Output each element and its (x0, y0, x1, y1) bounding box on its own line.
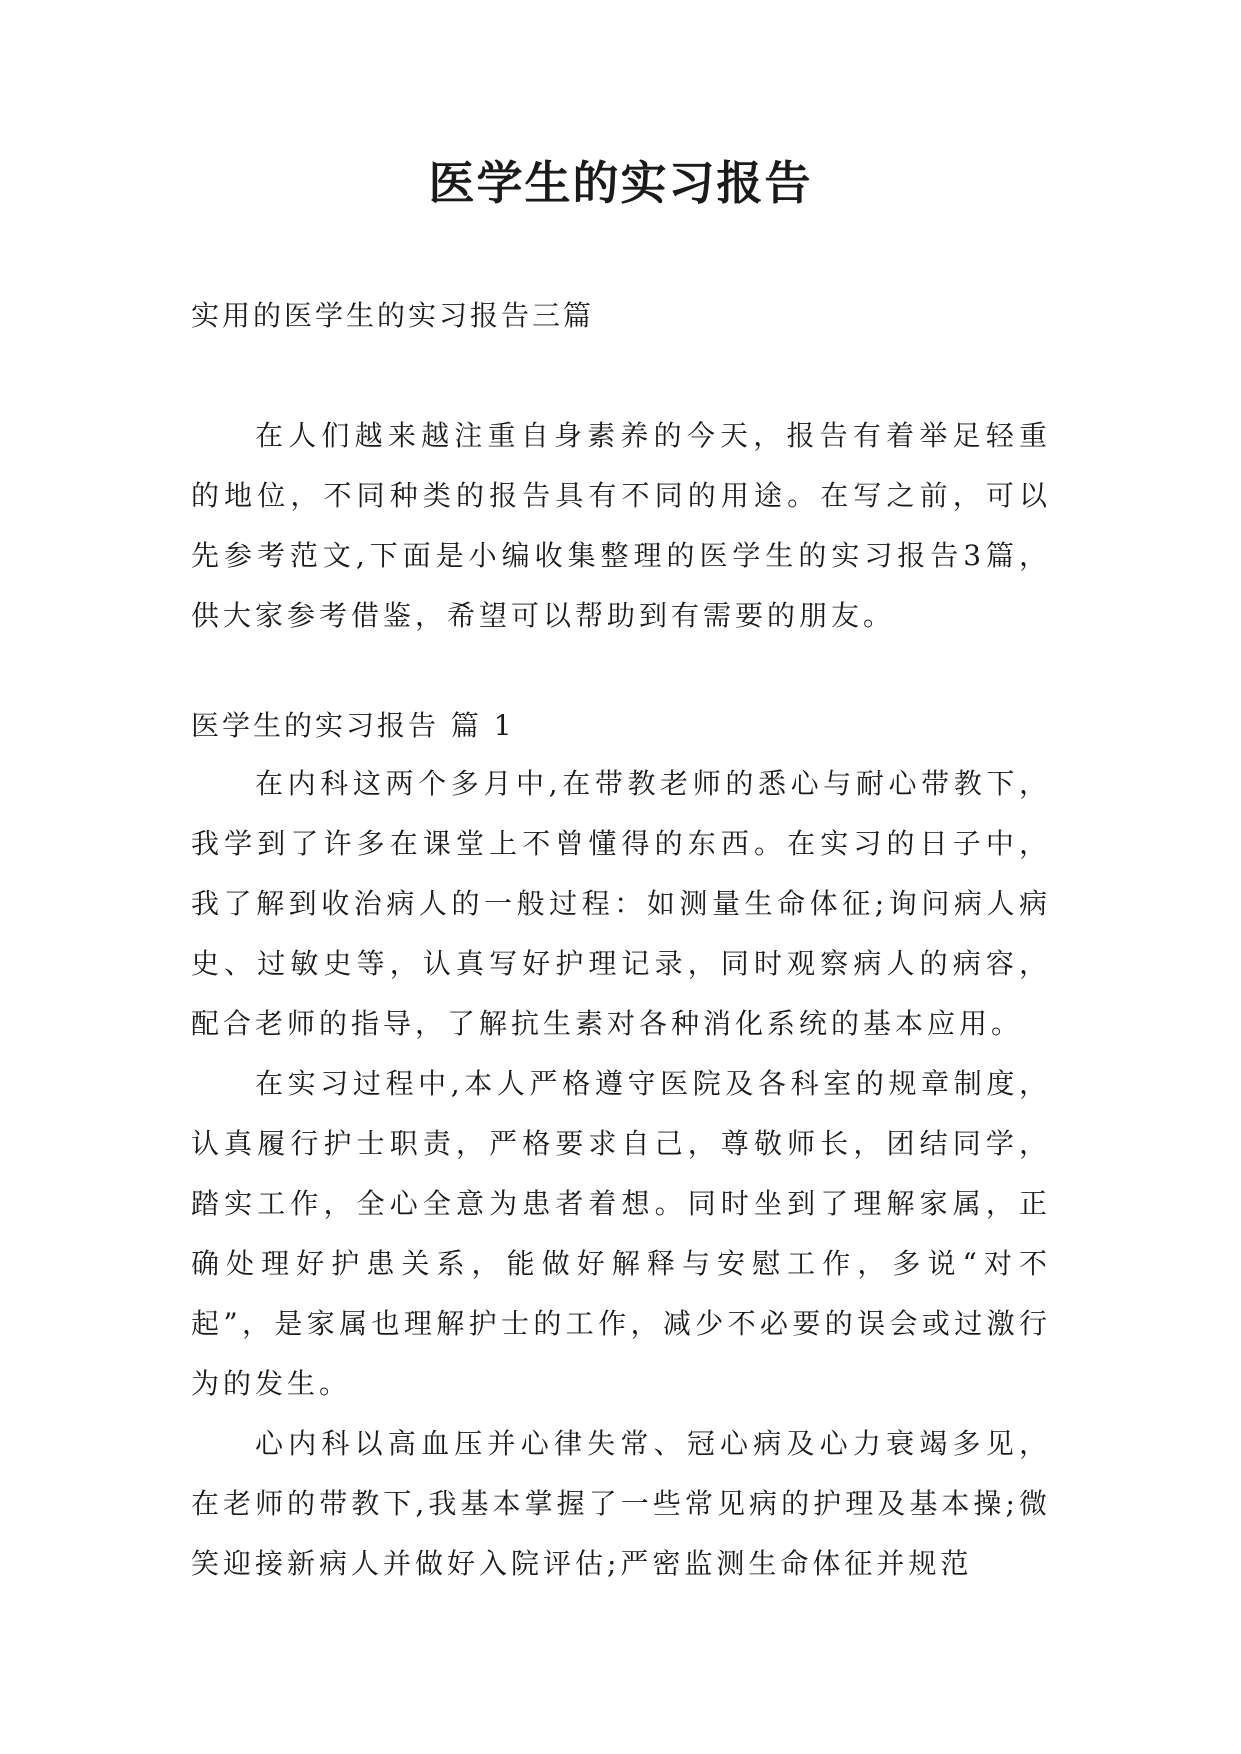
body-paragraph: 在内科这两个多月中,在带教老师的悉心与耐心带教下，我学到了许多在课堂上不曾懂得的东西。在实习的日子中，我了解到收治病人的一般过程：如测量生命体征;询问病人病史、过敏史等，认真写好护理记录，同时观察病人的病容，配合老师的指导，了解抗生素对各种消化系统的基本应用。 (191, 767, 1051, 1040)
body-paragraph: 心内科以高血压并心律失常、冠心病及心力衰竭多见，在老师的带教下,我基本掌握了一些常见病的护理及基本操;微笑迎接新病人并做好入院评估;严密监测生命体征并规范 (191, 1427, 1051, 1580)
body-paragraph: 在实习过程中,本人严格遵守医院及各科室的规章制度，认真履行护士职责，严格要求自己，尊敬师长，团结同学，踏实工作，全心全意为患者着想。同时坐到了理解家属，正确处理好护患关系，能做好解释与安慰工作，多说“对不起”，是家属也理解护士的工作，减少不必要的误会或过激行为的发生。 (191, 1067, 1051, 1400)
document-title: 医学生的实习报告 (428, 156, 813, 210)
document-subtitle: 实用的医学生的实习报告三篇 (191, 299, 595, 332)
section-heading: 医学生的实习报告 篇 1 (191, 709, 515, 742)
intro-paragraph: 在人们越来越注重自身素养的今天，报告有着举足轻重的地位，不同种类的报告具有不同的用途。在写之前，可以先参考范文,下面是小编收集整理的医学生的实习报告3篇，供大家参考借鉴，希望可以帮助到有需要的朋友。 (191, 419, 1051, 632)
